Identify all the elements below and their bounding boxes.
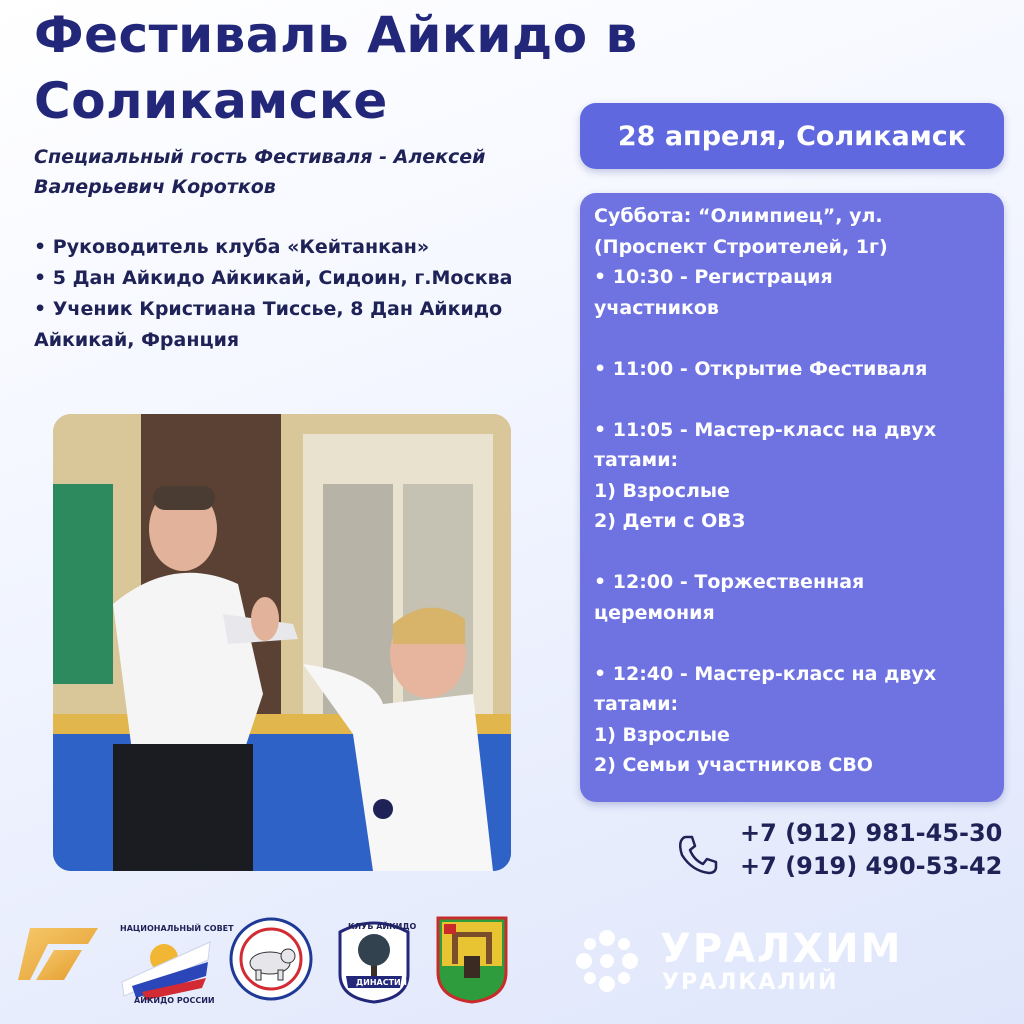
schedule-item: • 11:00 - Открытие Фестиваля xyxy=(594,357,928,380)
partner-logo-icon xyxy=(16,918,102,990)
council-logo-bottom-text: АЙКИДО РОССИИ xyxy=(134,996,215,1005)
russia-flag-sun-icon xyxy=(112,922,220,1006)
schedule-panel xyxy=(580,193,1004,802)
guest-bio-list xyxy=(34,232,514,356)
aikido-federation-bear-logo xyxy=(228,916,314,1002)
schedule-item: • 11:05 - Мастер-класс на двух xyxy=(594,418,937,441)
schedule-venue-line: (Проспект Строителей, 1г) xyxy=(594,235,888,258)
subtitle-line-2: Валерьевич Коротков xyxy=(34,176,276,198)
guest-photo xyxy=(53,414,511,871)
schedule-subitem: 1) Взрослые xyxy=(594,479,730,502)
special-guest-subtitle xyxy=(34,142,574,202)
schedule-item: • 10:30 - Регистрация xyxy=(594,266,833,288)
schedule-item: • 12:00 - Торжественная xyxy=(594,571,865,593)
schedule-item: • 12:40 - Мастер-класс на двух xyxy=(594,662,937,685)
phone-icon xyxy=(676,833,720,877)
sponsor-subname: УРАЛКАЛИЙ xyxy=(662,970,839,995)
schedule-item: участников xyxy=(594,296,719,319)
club-dynasty-logo xyxy=(332,914,416,1004)
event-date-badge xyxy=(580,103,1004,169)
schedule-subitem: 1) Взрослые xyxy=(594,723,730,746)
club-logo-bottom-text: ДИНАСТИЯ xyxy=(356,978,407,987)
phone-number[interactable]: +7 (919) 490-53-42 xyxy=(740,852,1003,880)
schedule-venue-line: Суббота: “Олимпиец”, ул. xyxy=(594,205,883,227)
national-council-aikido-logo xyxy=(112,922,234,1006)
schedule-subitem: 2) Семьи участников СВО xyxy=(594,754,873,776)
sponsor-block xyxy=(572,924,1012,1004)
schedule-item: церемония xyxy=(594,601,715,624)
contact-phones xyxy=(740,817,1010,883)
schedule-item: татами: xyxy=(594,693,679,715)
event-date-text: 28 апреля, Соликамск xyxy=(617,120,967,152)
schedule-subitem: 2) Дети с ОВЗ xyxy=(594,510,746,532)
council-logo-top-text: НАЦИОНАЛЬНЫЙ СОВЕТ xyxy=(120,924,234,933)
club-logo-top-text: КЛУБ АЙКИДО xyxy=(348,922,417,931)
sponsor-name: УРАЛХИМ xyxy=(660,926,903,972)
dojo-photo-illustration xyxy=(53,414,511,871)
title-line-1: Фестиваль Айкидо в xyxy=(34,6,638,64)
bio-item: • 5 Дан Айкидо Айкикай, Сидоин, г.Москва xyxy=(34,263,514,294)
solikamsk-coat-of-arms-icon xyxy=(434,914,510,1004)
uralchem-logo-icon xyxy=(572,926,642,996)
bio-item: • Ученик Кристиана Тиссье, 8 Дан Айкидо Айкикай, Франция xyxy=(34,294,514,356)
subtitle-line-1: Специальный гость Фестиваля - Алексей xyxy=(34,146,486,168)
bio-item: • Руководитель клуба «Кейтанкан» xyxy=(34,232,514,263)
phone-number[interactable]: +7 (912) 981-45-30 xyxy=(740,819,1003,847)
title-line-2: Соликамске xyxy=(34,72,388,130)
schedule-item: татами: xyxy=(594,449,679,471)
